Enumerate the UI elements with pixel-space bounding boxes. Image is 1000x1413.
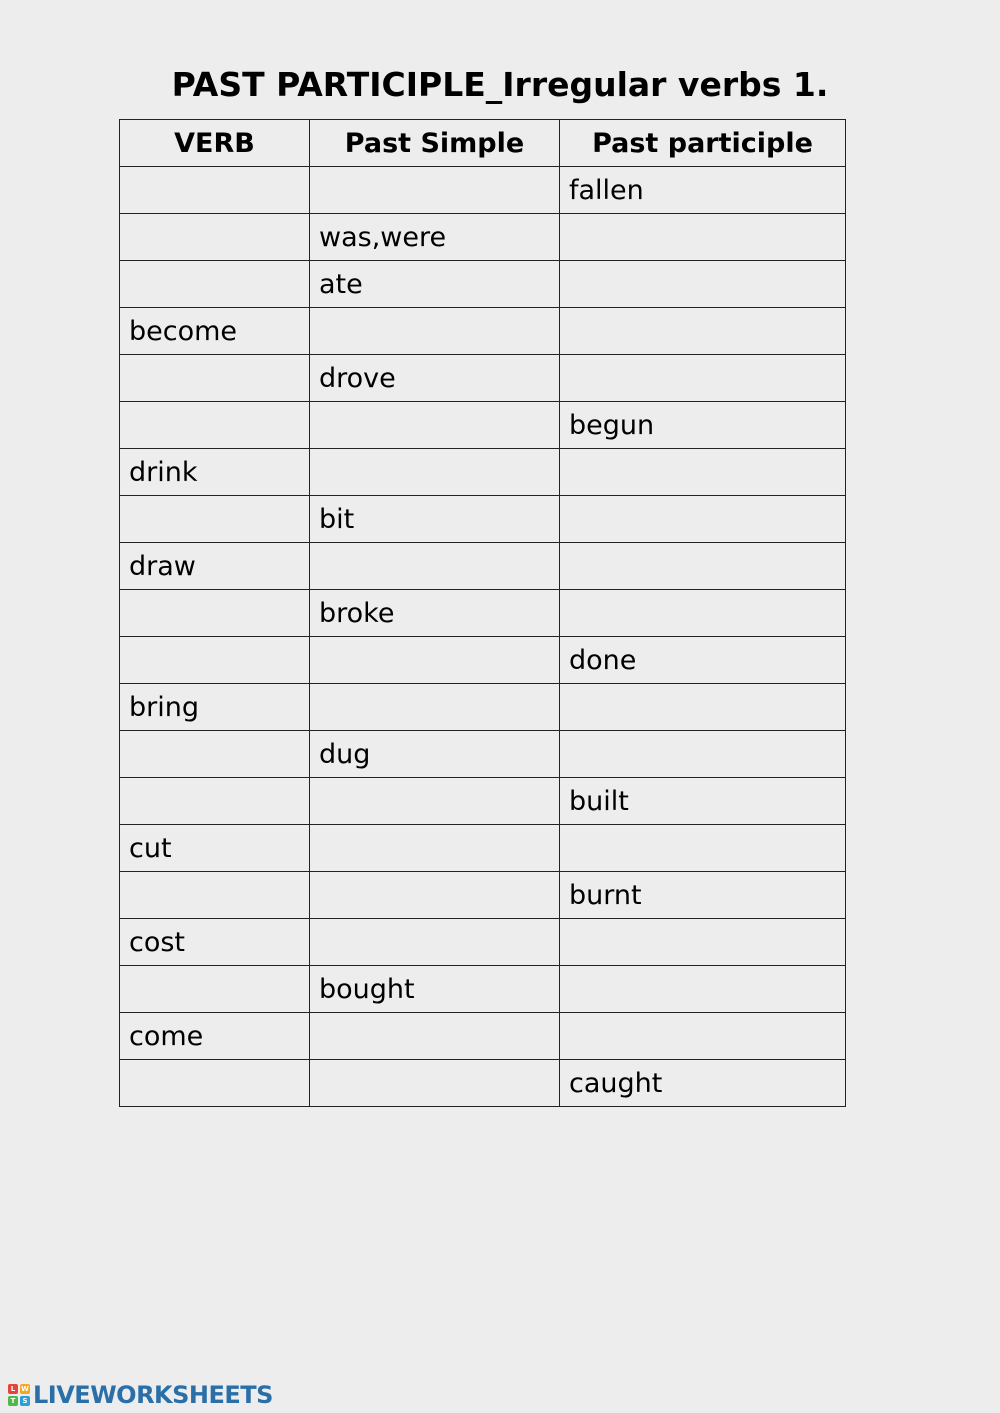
cell-past-simple: bit	[310, 496, 560, 543]
table-row	[120, 919, 846, 966]
table-row	[120, 308, 846, 355]
cell-past-participle[interactable]	[560, 355, 846, 402]
cell-past-participle[interactable]	[560, 449, 846, 496]
cell-past-simple[interactable]	[310, 167, 560, 214]
header-past-simple: Past Simple	[310, 120, 560, 167]
cell-past-participle[interactable]	[560, 496, 846, 543]
cell-past-simple: ate	[310, 261, 560, 308]
table-row	[120, 637, 846, 684]
table-row	[120, 355, 846, 402]
cell-past-participle: begun	[560, 402, 846, 449]
cell-verb[interactable]	[120, 731, 310, 778]
cell-past-participle[interactable]	[560, 919, 846, 966]
cell-past-simple[interactable]	[310, 449, 560, 496]
table-row	[120, 496, 846, 543]
cell-verb[interactable]	[120, 355, 310, 402]
cell-past-simple[interactable]	[310, 778, 560, 825]
table-row	[120, 449, 846, 496]
cell-past-participle[interactable]	[560, 543, 846, 590]
table-row	[120, 214, 846, 261]
cell-past-simple[interactable]	[310, 308, 560, 355]
cell-verb[interactable]	[120, 496, 310, 543]
table-row	[120, 1060, 846, 1107]
cell-verb: drink	[120, 449, 310, 496]
cell-past-simple: drove	[310, 355, 560, 402]
cell-past-simple: broke	[310, 590, 560, 637]
cell-verb: cut	[120, 825, 310, 872]
cell-past-simple[interactable]	[310, 1013, 560, 1060]
cell-past-participle: built	[560, 778, 846, 825]
cell-past-simple[interactable]	[310, 919, 560, 966]
cell-past-simple: bought	[310, 966, 560, 1013]
table-row	[120, 825, 846, 872]
cell-past-participle: burnt	[560, 872, 846, 919]
table-header-row	[120, 120, 846, 167]
cell-past-participle: caught	[560, 1060, 846, 1107]
cell-past-simple: dug	[310, 731, 560, 778]
verbs-table	[119, 119, 846, 1107]
table-row	[120, 543, 846, 590]
table-row	[120, 402, 846, 449]
cell-past-simple[interactable]	[310, 1060, 560, 1107]
cell-past-participle[interactable]	[560, 731, 846, 778]
cell-past-participle[interactable]	[560, 261, 846, 308]
logo-letter: S	[20, 1396, 30, 1406]
table-row	[120, 731, 846, 778]
cell-past-participle[interactable]	[560, 1013, 846, 1060]
cell-past-participle[interactable]	[560, 825, 846, 872]
cell-past-simple[interactable]	[310, 825, 560, 872]
cell-verb: bring	[120, 684, 310, 731]
cell-past-participle[interactable]	[560, 966, 846, 1013]
cell-verb[interactable]	[120, 402, 310, 449]
header-past-participle: Past participle	[560, 120, 846, 167]
table-row	[120, 872, 846, 919]
table-row	[120, 966, 846, 1013]
cell-past-simple[interactable]	[310, 543, 560, 590]
cell-verb[interactable]	[120, 261, 310, 308]
cell-past-simple[interactable]	[310, 684, 560, 731]
cell-past-participle: done	[560, 637, 846, 684]
cell-verb[interactable]	[120, 214, 310, 261]
cell-verb: come	[120, 1013, 310, 1060]
table-row	[120, 167, 846, 214]
cell-verb[interactable]	[120, 590, 310, 637]
cell-verb[interactable]	[120, 778, 310, 825]
table-row	[120, 590, 846, 637]
table-row	[120, 1013, 846, 1060]
table-row	[120, 684, 846, 731]
cell-verb[interactable]	[120, 1060, 310, 1107]
cell-past-simple[interactable]	[310, 637, 560, 684]
table-body	[120, 167, 846, 1107]
cell-past-participle[interactable]	[560, 590, 846, 637]
logo-grid-icon	[8, 1384, 30, 1406]
table-row	[120, 778, 846, 825]
cell-past-simple: was,were	[310, 214, 560, 261]
cell-verb[interactable]	[120, 167, 310, 214]
logo-letter: W	[21, 1385, 29, 1393]
header-verb: VERB	[120, 120, 310, 167]
logo-letter: T	[8, 1396, 18, 1406]
table-row	[120, 261, 846, 308]
cell-past-simple[interactable]	[310, 872, 560, 919]
cell-verb: cost	[120, 919, 310, 966]
logo-letter: L	[8, 1384, 18, 1394]
cell-verb[interactable]	[120, 637, 310, 684]
cell-past-participle[interactable]	[560, 684, 846, 731]
cell-verb: become	[120, 308, 310, 355]
cell-past-participle: fallen	[560, 167, 846, 214]
liveworksheets-logo[interactable]	[8, 1381, 273, 1409]
logo-text: LIVEWORKSHEETS	[33, 1381, 273, 1409]
cell-verb[interactable]	[120, 872, 310, 919]
cell-past-participle[interactable]	[560, 308, 846, 355]
cell-past-simple[interactable]	[310, 402, 560, 449]
cell-past-participle[interactable]	[560, 214, 846, 261]
cell-verb[interactable]	[120, 966, 310, 1013]
worksheet-title: PAST PARTICIPLE_Irregular verbs 1.	[171, 65, 829, 104]
cell-verb: draw	[120, 543, 310, 590]
